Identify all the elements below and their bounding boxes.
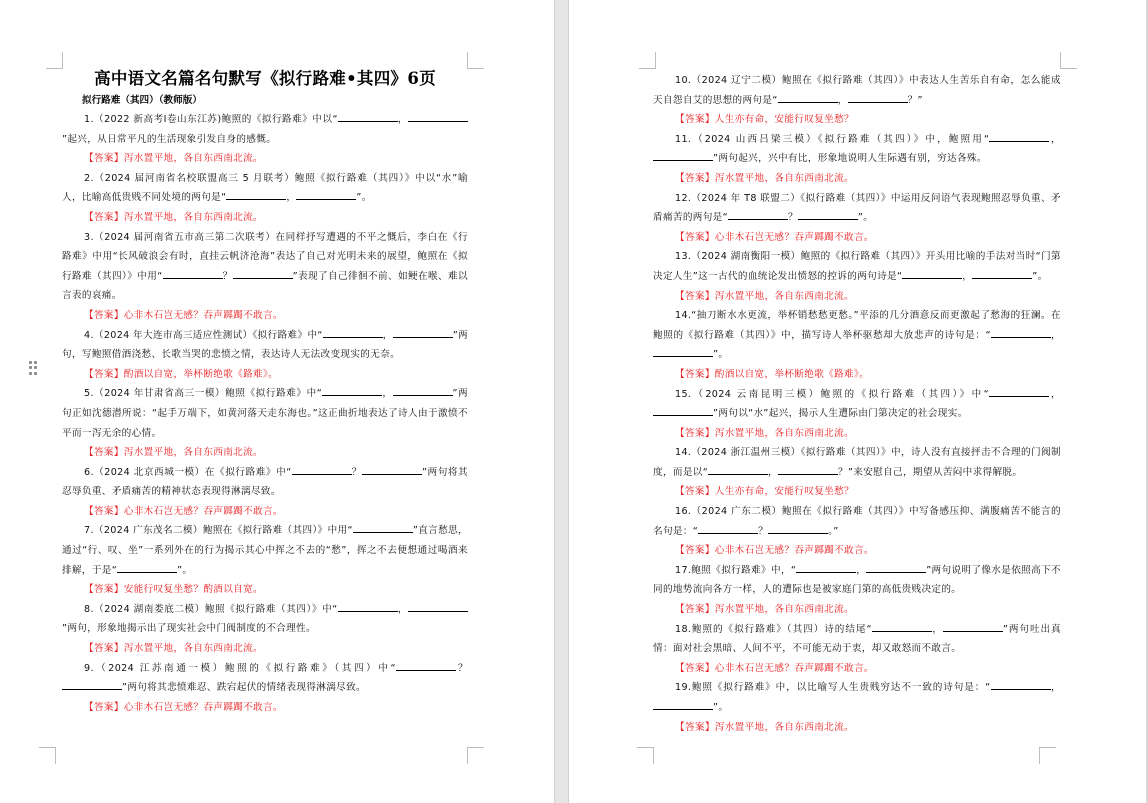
question-text: [653, 502, 1061, 541]
answer-text: 【答案】泻水置平地，各自东西南北流。: [675, 290, 854, 302]
answer-text: 【答案】泻水置平地，各自东西南北流。: [675, 427, 854, 439]
page-1-corner-mark-bottom-left: [39, 747, 56, 764]
answer-text: 【答案】心非木石岂无感？吞声踯躅不敢言。: [84, 505, 283, 517]
question-segment: ”。: [1032, 270, 1048, 282]
question-segment: ，: [397, 603, 408, 615]
fill-in-blank: [322, 386, 382, 396]
fill-in-blank: [226, 190, 286, 200]
question-segment: 15.（2024 云南昆明三模）鲍照的《拟行路难（其四）》中“: [675, 388, 989, 400]
question-segment: ”起兴，从日常平凡的生活现象引发自身的感慨。: [62, 133, 277, 145]
fill-in-blank: [991, 328, 1051, 338]
answer-text: 【答案】泻水置平地，各自东西南北流。: [675, 172, 854, 184]
answer-text: 【答案】泻水置平地，各自东西南北流。: [84, 643, 263, 655]
question-segment: ”两句将其悲愤难忍、跌宕起伏的情绪表现得淋漓尽致。: [122, 682, 366, 694]
answer-text: 【答案】泻水置平地，各自东西南北流。: [84, 153, 263, 165]
answer-text: 【答案】酌酒以自宽，举杯断绝歌《路难》。: [675, 368, 870, 380]
question-segment: ”直言愁思，通过“行、叹、坐”一系列外在的行为揭示其心中挥之不去的“愁”，挥之不去便想通过喝酒来排解，于是“: [62, 525, 468, 576]
question-list: [653, 71, 1061, 737]
question-text: [62, 326, 468, 365]
answer-text: 【答案】心非木石岂无感？吞声踯躅不敢言。: [84, 701, 283, 713]
question-text: [62, 169, 468, 208]
answer-text: 【答案】人生亦有命，安能行叹复坐愁？: [675, 486, 854, 498]
question-segment: ，: [286, 192, 297, 204]
fill-in-blank: [902, 269, 962, 279]
question-segment: ，: [962, 270, 973, 282]
question-segment: 16.（2024 广东二模）鲍照在《拟行路难（其四）》中写备感压抑、满腹痛苦不能言的名句是：“: [653, 506, 1061, 537]
question-segment: 12.（2024 年 T8 联盟二）《拟行路难（其四）》中运用反问语气表现鲍照忍辱负重、矛盾痛苦的两句是“: [653, 192, 1061, 224]
question-text: [62, 521, 468, 580]
page-2-corner-mark-top-right: [1060, 52, 1077, 69]
question-segment: 。”: [828, 525, 839, 537]
page-separator: [554, 0, 569, 803]
question-segment: 19.鲍照《拟行路难》中，以比喻写人生贵贱穷达不一致的诗句是：“: [675, 682, 991, 694]
fill-in-blank: [233, 269, 293, 279]
fill-in-blank: [292, 465, 352, 475]
answer-text: 【答案】泻水置平地，各自东西南北流。: [675, 604, 854, 616]
fill-in-blank: [653, 151, 713, 161]
fill-in-blank: [296, 190, 356, 200]
question-segment: ”两句说明了像水是依照高下不同的地势流向各方一样，人的遭际也是被家庭门第的高低贵贱决定的。: [653, 564, 1061, 596]
fill-in-blank: [866, 563, 926, 573]
fill-in-blank: [338, 112, 398, 122]
fill-in-blank: [408, 602, 468, 612]
question-segment: ”表现了自己徘徊不前、如鲠在喉、难以言表的哀痛。: [62, 270, 468, 302]
question-segment: 11.（2024 山西吕梁三模）《拟行路难（其四）》中，鲍照用“: [675, 133, 990, 145]
question-list: [62, 110, 468, 717]
question-segment: ”两句起兴，兴中有比，形象地说明人生际遇有别，穷达各殊。: [713, 153, 987, 165]
fill-in-blank: [972, 269, 1032, 279]
document-title: 高中语文名篇名句默写《拟行路难•其四》6页: [94, 69, 436, 88]
fill-in-blank: [393, 386, 453, 396]
question-segment: ”两句，写鲍照借酒浇愁、长歌当哭的悲愤之情，表达诗人无法改变现实的无奈。: [62, 329, 468, 361]
fill-in-blank: [396, 661, 456, 671]
question-segment: ？”: [907, 94, 923, 106]
page-2-content: [653, 71, 1061, 737]
question-segment: ”。: [713, 702, 729, 713]
question-segment: ，: [1050, 682, 1061, 694]
answer-text: 【答案】心非木石岂无感？吞声踯躅不敢言。: [675, 662, 874, 674]
question-segment: 2.（2024 届河南省名校联盟高三 5 月联考）鲍照《拟行路难（其四）》中以“水”喻人，比喻高低贵贱不同处境的两句是“: [62, 172, 468, 204]
question-text: [62, 110, 468, 149]
question-segment: ”。: [177, 564, 193, 576]
question-segment: ”两句吐出真情：面对社会黑暗、人间不平，不可能无动于衷，却又敢怒而不敢言。: [653, 623, 1061, 655]
question-segment: ，: [837, 94, 848, 106]
fill-in-blank: [708, 465, 768, 475]
question-segment: 5.（2024 年甘肃省高三一模）鲍照《拟行路难》中“: [84, 388, 323, 400]
answer-text: 【答案】酌酒以自宽，举杯断绝歌《路难》。: [84, 368, 279, 380]
question-segment: ？”来安慰自己，期望从苦闷中求得解脱。: [838, 466, 1023, 478]
fill-in-blank: [653, 406, 713, 416]
question-segment: ？: [222, 270, 233, 282]
fill-in-blank: [989, 387, 1049, 397]
question-segment: ？: [351, 466, 362, 478]
fill-in-blank: [989, 132, 1049, 142]
page-2-corner-mark-bottom-left: [637, 747, 654, 764]
question-text: [653, 71, 1061, 110]
fill-in-blank: [393, 328, 453, 338]
page-2-corner-mark-bottom-right: [1039, 747, 1056, 764]
answer-text: 【答案】安能行叹复坐愁？酌酒以自宽。: [84, 584, 263, 596]
fill-in-blank: [796, 563, 856, 573]
question-text: [653, 620, 1061, 659]
question-segment: ，: [1049, 388, 1061, 400]
question-text: [653, 443, 1061, 482]
fill-in-blank: [408, 112, 468, 122]
question-segment: ？: [455, 662, 468, 674]
fill-in-blank: [848, 93, 908, 103]
question-segment: 7.（2024 广东茂名二模）鲍照在《拟行路难（其四）》中用“: [84, 525, 353, 537]
question-text: [653, 247, 1061, 286]
question-text: [62, 384, 468, 443]
fill-in-blank: [62, 680, 122, 690]
question-segment: ”。: [356, 192, 372, 204]
question-segment: 17.鲍照《拟行路难》中，“: [675, 564, 797, 576]
question-segment: ，: [397, 114, 408, 125]
fill-in-blank: [362, 465, 422, 475]
question-text: [62, 463, 468, 502]
question-segment: ”两句正如沈德潜所说：“起手万端下，如黄河落天走东海也。”这正曲折地表达了诗人由于激愤不平而一泻无余的心情。: [62, 388, 468, 439]
question-segment: 14.“抽刀断水水更流，举杯销愁愁更愁。”平添的几分酒意反而更激起了愁海的狂澜。在鲍照的《拟行路难（其四）》中，描写诗人举杯驱愁却大放悲声的诗句是：“: [653, 310, 1061, 341]
question-segment: 9.（2024 江苏南通一模）鲍照的《拟行路难》（其四）中“: [84, 662, 396, 674]
fill-in-blank: [653, 347, 713, 357]
page-1-corner-mark-top-right: [467, 52, 484, 69]
fill-in-blank: [338, 602, 398, 612]
question-segment: ，: [382, 329, 393, 341]
question-text: [62, 659, 468, 698]
page-2-corner-mark-top-left: [639, 52, 656, 69]
question-segment: ，: [1049, 133, 1061, 145]
fill-in-blank: [798, 210, 858, 220]
fill-in-blank: [778, 93, 838, 103]
question-segment: ，: [768, 466, 778, 478]
fill-in-blank: [991, 680, 1051, 690]
question-text: [653, 189, 1061, 228]
question-segment: ？: [758, 525, 769, 537]
page-1-corner-mark-bottom-right: [467, 747, 484, 764]
question-segment: ”。: [857, 212, 874, 224]
question-segment: 14.（2024 浙江温州三模）《拟行路难（其四）》中，诗人没有直接抨击不合理的门阀制度，而是以“: [653, 447, 1061, 478]
fill-in-blank: [653, 700, 713, 710]
drag-handle-icon[interactable]: [29, 361, 37, 375]
question-segment: 1.（2022 新高考Ⅰ卷山东江苏)鲍照的《拟行路难》中以“: [84, 114, 338, 125]
answer-text: 【答案】心非木石岂无感？吞声踯躅不敢言。: [675, 545, 874, 557]
page-1-corner-mark-top-left: [46, 52, 63, 69]
question-segment: ？: [787, 212, 798, 224]
fill-in-blank: [728, 210, 788, 220]
fill-in-blank: [698, 524, 758, 534]
question-segment: 8.（2024 湖南娄底二模）鲍照《拟行路难（其四）》中“: [84, 603, 338, 615]
fill-in-blank: [778, 465, 838, 475]
question-text: [653, 130, 1061, 169]
fill-in-blank: [768, 524, 828, 534]
fill-in-blank: [163, 269, 223, 279]
question-segment: 6.（2024 北京西城一模）在《拟行路难》中“: [84, 466, 292, 478]
answer-text: 【答案】泻水置平地，各自东西南北流。: [675, 721, 854, 733]
question-segment: ，: [1050, 329, 1061, 341]
question-segment: 3.（2024 届河南省五市高三第二次联考）在同样抒写遭遇的不平之慨后，李白在《行路难》中用“长风破浪会有时，直挂云帆济沧海”表达了自己对光明未来的展望，鲍照在《拟行路难（其四）》中用“: [62, 231, 468, 282]
fill-in-blank: [323, 328, 383, 338]
question-text: [653, 561, 1061, 600]
question-text: [653, 678, 1061, 717]
fill-in-blank: [353, 523, 413, 533]
question-segment: ”两句，形象地揭示出了现实社会中门阀制度的不合理性。: [62, 623, 316, 635]
question-segment: ”两句将其忍辱负重、矛盾痛苦的精神状态表现得淋漓尽致。: [62, 466, 468, 498]
answer-text: 【答案】泻水置平地，各自东西南北流。: [84, 447, 263, 459]
question-text: [62, 600, 468, 639]
answer-text: 【答案】泻水置平地，各自东西南北流。: [84, 211, 263, 223]
question-text: [653, 306, 1061, 365]
question-segment: 13.（2024 湖南衡阳一模）鲍照的《拟行路难（其四）》开头用比喻的手法对当时“门第决定人生”这一古代的血统论发出愤怒的控诉的两句诗是“: [653, 251, 1061, 282]
question-segment: ，: [931, 623, 943, 635]
question-segment: ，: [856, 564, 867, 576]
question-segment: 4.（2024 年大连市高三适应性测试）《拟行路难》中“: [84, 329, 323, 341]
answer-text: 【答案】心非木石岂无感？吞声踯躅不敢言。: [675, 231, 874, 243]
question-segment: ”两句以“水”起兴，揭示人生遭际由门第决定的社会现实。: [713, 408, 968, 420]
question-segment: 18.鲍照的《拟行路难》（其四）诗的结尾“: [675, 623, 872, 635]
answer-text: 【答案】心非木石岂无感？吞声踯躅不敢言。: [84, 309, 283, 321]
page-1-content: [62, 66, 468, 717]
fill-in-blank: [872, 622, 932, 632]
fill-in-blank: [943, 622, 1003, 632]
answer-text: 【答案】人生亦有命，安能行叹复坐愁？: [675, 114, 854, 126]
question-segment: 10.（2024 辽宁二模）鲍照在《拟行路难（其四）》中表达人生苦乐自有命，怎么能成天自怨自艾的思想的两句是“: [653, 75, 1061, 106]
question-text: [653, 385, 1061, 424]
question-segment: ，: [382, 388, 393, 400]
document-subtitle: 拟行路难（其四）（教师版）: [82, 95, 202, 106]
question-text: [62, 228, 468, 306]
question-segment: ”。: [713, 349, 729, 361]
fill-in-blank: [117, 563, 177, 573]
